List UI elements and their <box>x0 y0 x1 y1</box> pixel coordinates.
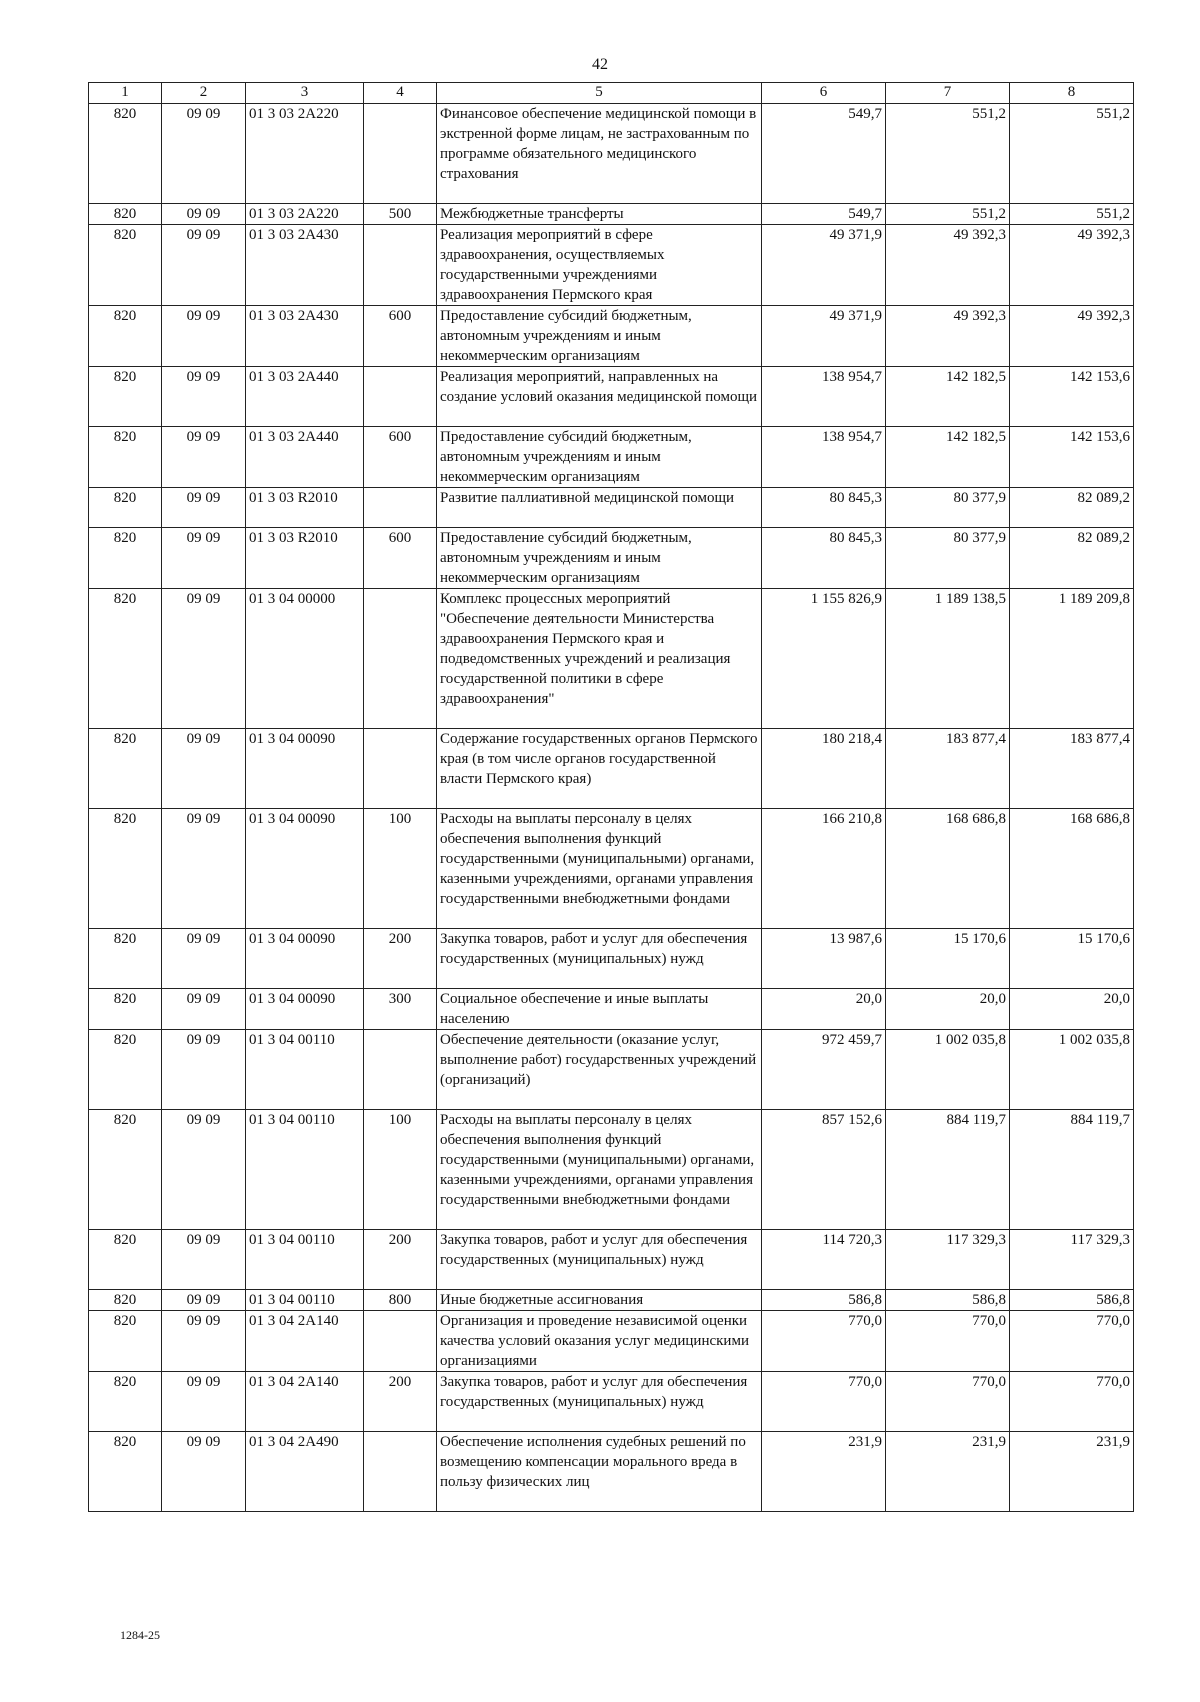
cell-target-article: 01 3 03 2А440 <box>246 367 364 427</box>
cell-department-code: 820 <box>89 1110 162 1230</box>
cell-amount-2025: 770,0 <box>762 1311 886 1372</box>
cell-amount-2026: 117 329,3 <box>886 1230 1010 1290</box>
cell-target-article: 01 3 04 00110 <box>246 1230 364 1290</box>
cell-expense-type: 200 <box>364 929 437 989</box>
cell-description: Предоставление субсидий бюджетным, автономным учреждениям и иным некоммерческим организациям <box>437 528 762 589</box>
cell-amount-2027: 770,0 <box>1010 1311 1134 1372</box>
cell-expense-type <box>364 589 437 729</box>
cell-amount-2027: 1 002 035,8 <box>1010 1030 1134 1110</box>
table-row <box>89 989 1134 1030</box>
cell-amount-2026: 1 002 035,8 <box>886 1030 1010 1110</box>
document-code: 1284-25 <box>120 1628 160 1642</box>
cell-expense-type: 600 <box>364 528 437 589</box>
cell-section-code: 09 09 <box>162 989 246 1030</box>
cell-section-code: 09 09 <box>162 528 246 589</box>
column-header: 7 <box>886 83 1010 104</box>
cell-amount-2026: 142 182,5 <box>886 427 1010 488</box>
cell-description: Социальное обеспечение и иные выплаты населению <box>437 989 762 1030</box>
cell-description: Обеспечение деятельности (оказание услуг, выполнение работ) государственных учреждений (организаций) <box>437 1030 762 1110</box>
cell-amount-2027: 82 089,2 <box>1010 528 1134 589</box>
cell-department-code: 820 <box>89 488 162 528</box>
cell-amount-2027: 770,0 <box>1010 1372 1134 1432</box>
cell-department-code: 820 <box>89 367 162 427</box>
table-row <box>89 1290 1134 1311</box>
cell-expense-type <box>364 225 437 306</box>
cell-target-article: 01 3 03 R2010 <box>246 488 364 528</box>
cell-description: Организация и проведение независимой оценки качества условий оказания услуг медицинскими организациями <box>437 1311 762 1372</box>
cell-amount-2026: 1 189 138,5 <box>886 589 1010 729</box>
cell-department-code: 820 <box>89 989 162 1030</box>
cell-amount-2025: 770,0 <box>762 1372 886 1432</box>
cell-description: Финансовое обеспечение медицинской помощи в экстренной форме лицам, не застрахованным по программе обязательного медицинского страхования <box>437 104 762 204</box>
cell-expense-type <box>364 1030 437 1110</box>
cell-target-article: 01 3 04 00090 <box>246 809 364 929</box>
cell-description: Иные бюджетные ассигнования <box>437 1290 762 1311</box>
cell-amount-2027: 49 392,3 <box>1010 306 1134 367</box>
cell-amount-2027: 183 877,4 <box>1010 729 1134 809</box>
cell-amount-2026: 231,9 <box>886 1432 1010 1512</box>
cell-section-code: 09 09 <box>162 225 246 306</box>
cell-amount-2027: 117 329,3 <box>1010 1230 1134 1290</box>
column-header: 4 <box>364 83 437 104</box>
cell-amount-2025: 549,7 <box>762 204 886 225</box>
cell-amount-2025: 20,0 <box>762 989 886 1030</box>
cell-section-code: 09 09 <box>162 1372 246 1432</box>
cell-section-code: 09 09 <box>162 1432 246 1512</box>
cell-amount-2027: 142 153,6 <box>1010 367 1134 427</box>
cell-department-code: 820 <box>89 729 162 809</box>
table-row <box>89 1230 1134 1290</box>
cell-expense-type: 600 <box>364 427 437 488</box>
cell-target-article: 01 3 04 00110 <box>246 1110 364 1230</box>
cell-amount-2025: 166 210,8 <box>762 809 886 929</box>
cell-target-article: 01 3 04 2А490 <box>246 1432 364 1512</box>
cell-section-code: 09 09 <box>162 1230 246 1290</box>
cell-amount-2027: 168 686,8 <box>1010 809 1134 929</box>
cell-amount-2026: 168 686,8 <box>886 809 1010 929</box>
cell-amount-2027: 551,2 <box>1010 204 1134 225</box>
cell-description: Комплекс процессных мероприятий "Обеспечение деятельности Министерства здравоохранения Пермского края и подведомственных учреждений и реализация государственной политики в сфере здравоохранения" <box>437 589 762 729</box>
cell-expense-type <box>364 1311 437 1372</box>
table-row <box>89 929 1134 989</box>
cell-section-code: 09 09 <box>162 1110 246 1230</box>
table-row <box>89 1110 1134 1230</box>
cell-amount-2026: 770,0 <box>886 1372 1010 1432</box>
cell-target-article: 01 3 04 00000 <box>246 589 364 729</box>
cell-description: Реализация мероприятий в сфере здравоохранения, осуществляемых государственными учреждениями здравоохранения Пермского края <box>437 225 762 306</box>
cell-amount-2027: 884 119,7 <box>1010 1110 1134 1230</box>
cell-section-code: 09 09 <box>162 929 246 989</box>
cell-section-code: 09 09 <box>162 488 246 528</box>
cell-amount-2025: 857 152,6 <box>762 1110 886 1230</box>
table-row <box>89 528 1134 589</box>
cell-department-code: 820 <box>89 528 162 589</box>
column-header: 5 <box>437 83 762 104</box>
cell-amount-2025: 80 845,3 <box>762 528 886 589</box>
cell-expense-type: 500 <box>364 204 437 225</box>
cell-amount-2025: 49 371,9 <box>762 225 886 306</box>
cell-department-code: 820 <box>89 204 162 225</box>
cell-description: Реализация мероприятий, направленных на создание условий оказания медицинской помощи <box>437 367 762 427</box>
cell-amount-2025: 138 954,7 <box>762 367 886 427</box>
cell-amount-2025: 231,9 <box>762 1432 886 1512</box>
cell-amount-2025: 138 954,7 <box>762 427 886 488</box>
cell-section-code: 09 09 <box>162 1311 246 1372</box>
cell-department-code: 820 <box>89 1432 162 1512</box>
cell-target-article: 01 3 04 00110 <box>246 1030 364 1110</box>
cell-target-article: 01 3 03 R2010 <box>246 528 364 589</box>
table-header-row <box>89 83 1134 104</box>
cell-expense-type <box>364 488 437 528</box>
cell-amount-2026: 80 377,9 <box>886 488 1010 528</box>
cell-section-code: 09 09 <box>162 367 246 427</box>
table-row <box>89 204 1134 225</box>
cell-expense-type: 100 <box>364 809 437 929</box>
cell-target-article: 01 3 04 2А140 <box>246 1372 364 1432</box>
cell-department-code: 820 <box>89 809 162 929</box>
cell-amount-2027: 1 189 209,8 <box>1010 589 1134 729</box>
cell-amount-2026: 15 170,6 <box>886 929 1010 989</box>
table-body <box>89 104 1134 1512</box>
cell-department-code: 820 <box>89 427 162 488</box>
cell-amount-2026: 49 392,3 <box>886 225 1010 306</box>
cell-amount-2026: 586,8 <box>886 1290 1010 1311</box>
cell-department-code: 820 <box>89 1230 162 1290</box>
cell-amount-2027: 586,8 <box>1010 1290 1134 1311</box>
cell-amount-2025: 80 845,3 <box>762 488 886 528</box>
cell-description: Закупка товаров, работ и услуг для обеспечения государственных (муниципальных) нужд <box>437 1230 762 1290</box>
cell-target-article: 01 3 04 2А140 <box>246 1311 364 1372</box>
cell-expense-type <box>364 729 437 809</box>
cell-target-article: 01 3 03 2А220 <box>246 104 364 204</box>
cell-section-code: 09 09 <box>162 1290 246 1311</box>
cell-target-article: 01 3 04 00090 <box>246 989 364 1030</box>
cell-description: Закупка товаров, работ и услуг для обеспечения государственных (муниципальных) нужд <box>437 1372 762 1432</box>
table-row <box>89 488 1134 528</box>
cell-expense-type: 200 <box>364 1372 437 1432</box>
table-row <box>89 1311 1134 1372</box>
table-row <box>89 729 1134 809</box>
cell-section-code: 09 09 <box>162 204 246 225</box>
cell-section-code: 09 09 <box>162 589 246 729</box>
column-header: 1 <box>89 83 162 104</box>
cell-department-code: 820 <box>89 929 162 989</box>
cell-amount-2027: 49 392,3 <box>1010 225 1134 306</box>
table-row <box>89 367 1134 427</box>
cell-amount-2025: 49 371,9 <box>762 306 886 367</box>
table-row <box>89 427 1134 488</box>
cell-expense-type: 600 <box>364 306 437 367</box>
cell-expense-type <box>364 367 437 427</box>
cell-amount-2026: 884 119,7 <box>886 1110 1010 1230</box>
cell-target-article: 01 3 03 2А430 <box>246 225 364 306</box>
cell-amount-2027: 20,0 <box>1010 989 1134 1030</box>
table-row <box>89 1030 1134 1110</box>
cell-department-code: 820 <box>89 1290 162 1311</box>
table-row <box>89 1432 1134 1512</box>
cell-department-code: 820 <box>89 1030 162 1110</box>
cell-target-article: 01 3 03 2А430 <box>246 306 364 367</box>
cell-amount-2025: 972 459,7 <box>762 1030 886 1110</box>
cell-expense-type: 100 <box>364 1110 437 1230</box>
cell-section-code: 09 09 <box>162 104 246 204</box>
cell-department-code: 820 <box>89 589 162 729</box>
cell-target-article: 01 3 04 00110 <box>246 1290 364 1311</box>
page-number: 42 <box>592 56 608 73</box>
cell-amount-2025: 114 720,3 <box>762 1230 886 1290</box>
column-header: 3 <box>246 83 364 104</box>
cell-target-article: 01 3 04 00090 <box>246 929 364 989</box>
table-row <box>89 1372 1134 1432</box>
cell-amount-2026: 20,0 <box>886 989 1010 1030</box>
cell-target-article: 01 3 03 2А220 <box>246 204 364 225</box>
cell-amount-2027: 82 089,2 <box>1010 488 1134 528</box>
column-header: 8 <box>1010 83 1134 104</box>
cell-section-code: 09 09 <box>162 306 246 367</box>
cell-amount-2025: 1 155 826,9 <box>762 589 886 729</box>
table-row <box>89 225 1134 306</box>
cell-department-code: 820 <box>89 306 162 367</box>
cell-amount-2026: 183 877,4 <box>886 729 1010 809</box>
cell-amount-2026: 49 392,3 <box>886 306 1010 367</box>
cell-department-code: 820 <box>89 1311 162 1372</box>
cell-amount-2026: 80 377,9 <box>886 528 1010 589</box>
cell-amount-2025: 180 218,4 <box>762 729 886 809</box>
cell-amount-2027: 551,2 <box>1010 104 1134 204</box>
cell-amount-2027: 15 170,6 <box>1010 929 1134 989</box>
cell-section-code: 09 09 <box>162 427 246 488</box>
cell-description: Расходы на выплаты персоналу в целях обеспечения выполнения функций государственными (муниципальными) органами, казенными учреждениями, органами управления государственными внебюджетными фондами <box>437 1110 762 1230</box>
cell-description: Межбюджетные трансферты <box>437 204 762 225</box>
cell-target-article: 01 3 03 2А440 <box>246 427 364 488</box>
cell-expense-type <box>364 104 437 204</box>
column-header: 2 <box>162 83 246 104</box>
cell-section-code: 09 09 <box>162 809 246 929</box>
cell-amount-2026: 551,2 <box>886 204 1010 225</box>
cell-description: Содержание государственных органов Пермского края (в том числе органов государственной власти Пермского края) <box>437 729 762 809</box>
cell-description: Развитие паллиативной медицинской помощи <box>437 488 762 528</box>
cell-department-code: 820 <box>89 1372 162 1432</box>
cell-section-code: 09 09 <box>162 1030 246 1110</box>
column-header: 6 <box>762 83 886 104</box>
cell-amount-2027: 231,9 <box>1010 1432 1134 1512</box>
cell-description: Закупка товаров, работ и услуг для обеспечения государственных (муниципальных) нужд <box>437 929 762 989</box>
cell-amount-2027: 142 153,6 <box>1010 427 1134 488</box>
cell-expense-type: 800 <box>364 1290 437 1311</box>
cell-department-code: 820 <box>89 104 162 204</box>
table-row <box>89 306 1134 367</box>
table-row <box>89 589 1134 729</box>
cell-description: Обеспечение исполнения судебных решений по возмещению компенсации морального вреда в пользу физических лиц <box>437 1432 762 1512</box>
cell-expense-type: 200 <box>364 1230 437 1290</box>
cell-section-code: 09 09 <box>162 729 246 809</box>
budget-table <box>88 82 1134 1512</box>
cell-amount-2026: 551,2 <box>886 104 1010 204</box>
cell-amount-2026: 770,0 <box>886 1311 1010 1372</box>
cell-amount-2025: 586,8 <box>762 1290 886 1311</box>
cell-description: Расходы на выплаты персоналу в целях обеспечения выполнения функций государственными (муниципальными) органами, казенными учреждениями, органами управления государственными внебюджетными фондами <box>437 809 762 929</box>
cell-department-code: 820 <box>89 225 162 306</box>
cell-expense-type <box>364 1432 437 1512</box>
cell-amount-2025: 549,7 <box>762 104 886 204</box>
table-row <box>89 809 1134 929</box>
cell-amount-2025: 13 987,6 <box>762 929 886 989</box>
cell-target-article: 01 3 04 00090 <box>246 729 364 809</box>
table-row <box>89 104 1134 204</box>
cell-amount-2026: 142 182,5 <box>886 367 1010 427</box>
cell-description: Предоставление субсидий бюджетным, автономным учреждениям и иным некоммерческим организациям <box>437 427 762 488</box>
cell-description: Предоставление субсидий бюджетным, автономным учреждениям и иным некоммерческим организациям <box>437 306 762 367</box>
cell-expense-type: 300 <box>364 989 437 1030</box>
